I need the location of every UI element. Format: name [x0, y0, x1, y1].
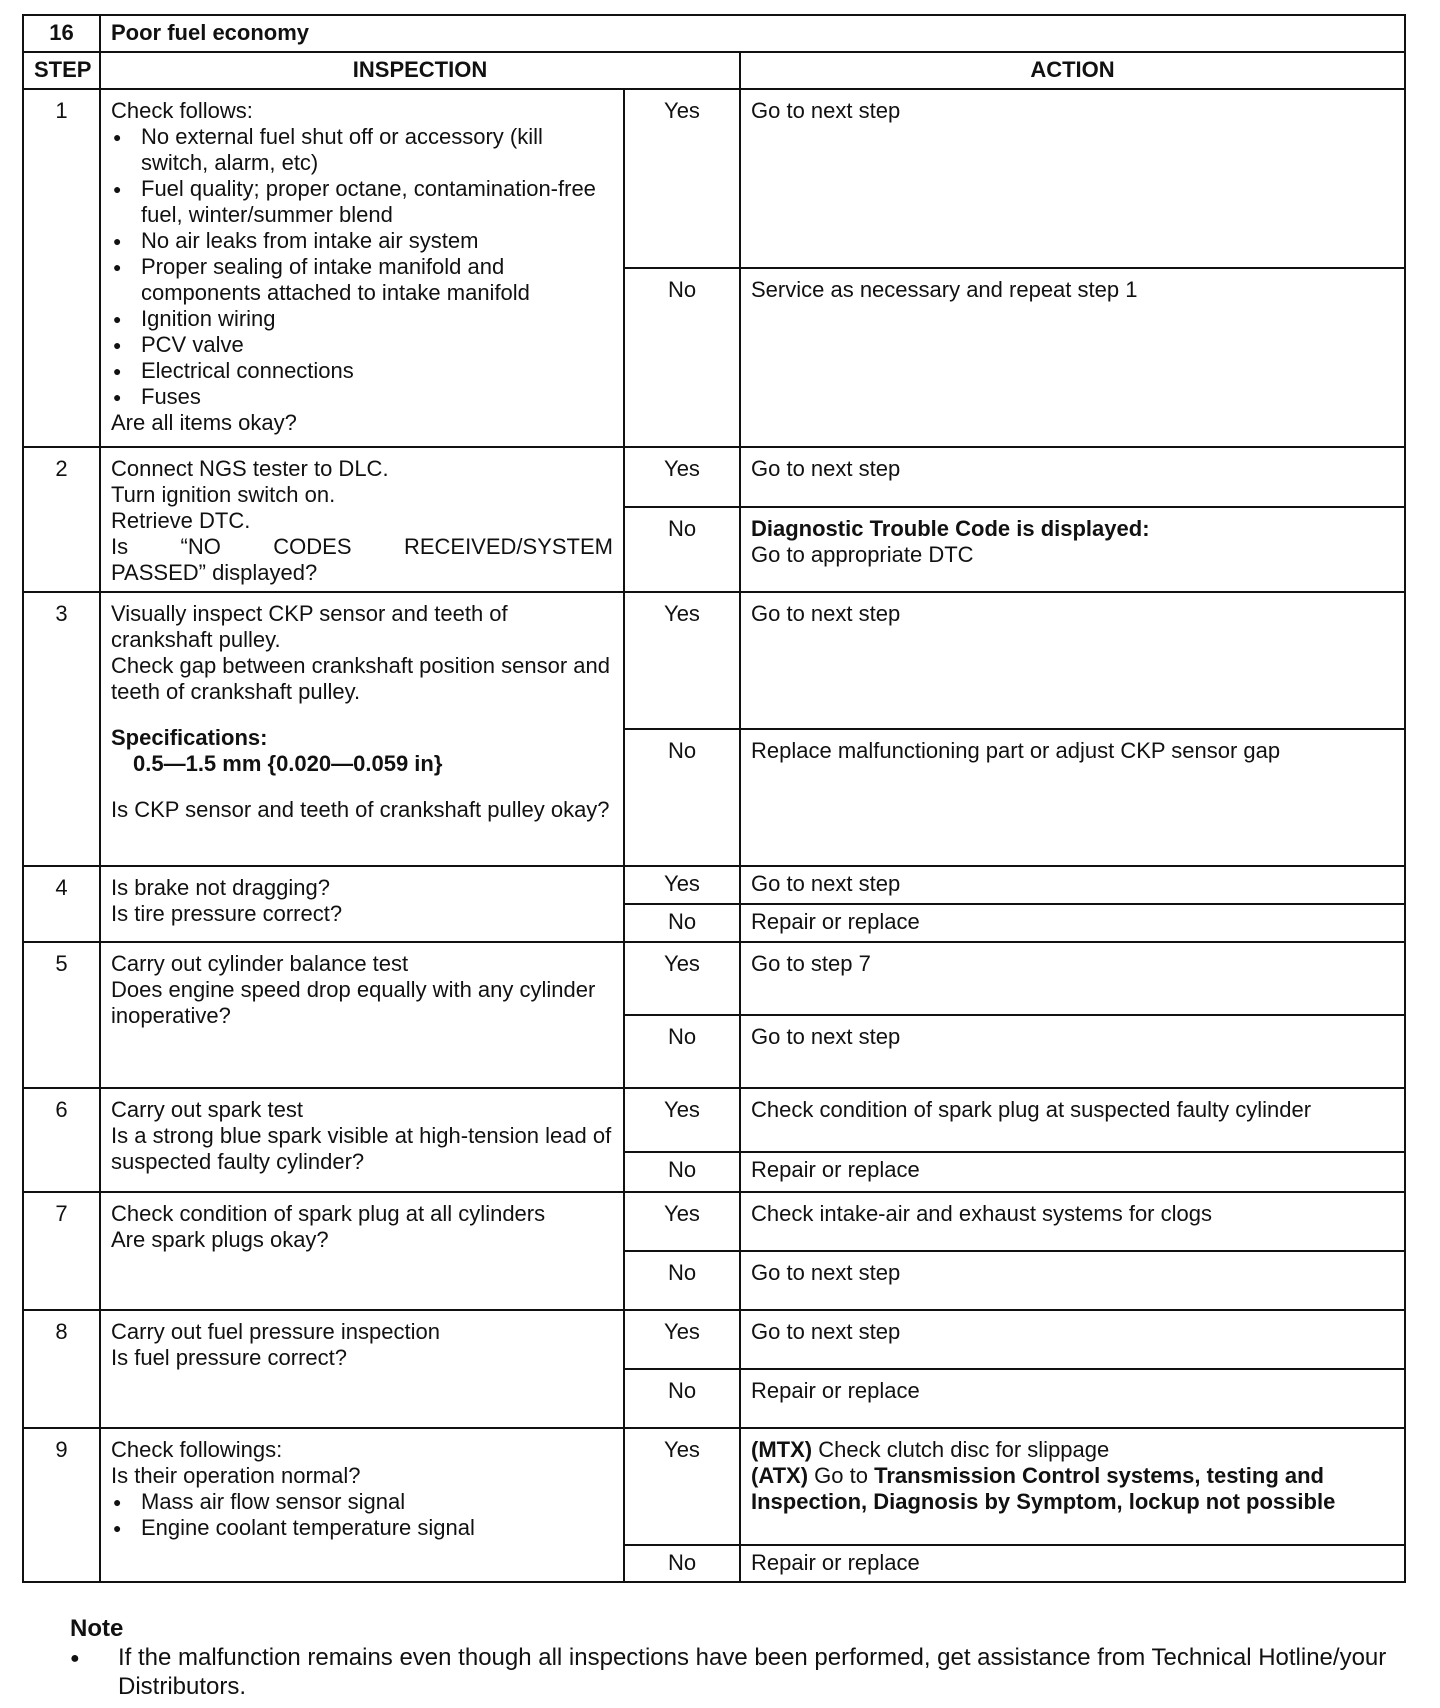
step-3-question: Is CKP sensor and teeth of crankshaft pulley okay?	[111, 797, 610, 822]
step-3-inspection	[100, 592, 624, 866]
step-9-line: Check followings:	[111, 1437, 283, 1462]
symptom-title: Poor fuel economy	[100, 15, 1405, 52]
step-8-line: Carry out fuel pressure inspection	[111, 1319, 440, 1344]
step-3-yes-action: Go to next step	[740, 592, 1405, 729]
column-header-row	[23, 52, 1405, 89]
step-2-inspection	[100, 447, 624, 592]
col-header-step: STEP	[23, 52, 100, 89]
step-6-no-action: Repair or replace	[740, 1152, 1405, 1192]
step-7-line: Are spark plugs okay?	[111, 1227, 329, 1252]
step-3-line: Check gap between crankshaft position sensor and teeth of crankshaft pulley.	[111, 653, 610, 704]
step-5-number: 5	[23, 942, 100, 1088]
step-6-yes-row	[23, 1088, 1405, 1152]
note-text: ● If the malfunction remains even though all inspections have been performed, get assistance from Technical Hotline/your Distributors.	[70, 1643, 1390, 1701]
step-4-line: Is tire pressure correct?	[111, 901, 343, 926]
step-1-question: Are all items okay?	[111, 410, 297, 435]
step-6-line: Carry out spark test	[111, 1097, 303, 1122]
step-7-yes-row	[23, 1192, 1405, 1251]
step-5-yes-label: Yes	[624, 942, 740, 1015]
step-8-line: Is fuel pressure correct?	[111, 1345, 347, 1370]
step-4-number: 4	[23, 866, 100, 942]
step-1-yes-label: Yes	[624, 89, 740, 268]
step-4-yes-label: Yes	[624, 866, 740, 904]
step-1-yes-action: Go to next step	[740, 89, 1405, 268]
step-1-number: 1	[23, 89, 100, 447]
step-4-yes-action: Go to next step	[740, 866, 1405, 904]
step-9-line: Is their operation normal?	[111, 1463, 361, 1488]
step-9-yes-row	[23, 1428, 1405, 1545]
step-3-yes-label: Yes	[624, 592, 740, 729]
atx-reference: Transmission Control systems, testing and Inspection, Diagnosis by Symptom, lockup not possible	[751, 1463, 1336, 1514]
step-2-yes-row	[23, 447, 1405, 507]
list-item: ● No air leaks from intake air system	[111, 228, 613, 254]
list-item: ● Engine coolant temperature signal	[111, 1515, 613, 1541]
step-9-no-label: No	[624, 1545, 740, 1582]
step-9-number: 9	[23, 1428, 100, 1582]
step-8-inspection	[100, 1310, 624, 1428]
step-8-number: 8	[23, 1310, 100, 1428]
step-3-line: Visually inspect CKP sensor and teeth of crankshaft pulley.	[111, 601, 508, 652]
step-3-number: 3	[23, 592, 100, 866]
title-row	[23, 15, 1405, 52]
step-1-no-action: Service as necessary and repeat step 1	[740, 268, 1405, 447]
step-2-no-label: No	[624, 507, 740, 592]
step-7-line: Check condition of spark plug at all cylinders	[111, 1201, 546, 1226]
step-6-inspection	[100, 1088, 624, 1192]
step-5-yes-action: Go to step 7	[740, 942, 1405, 1015]
list-item: ● No external fuel shut off or accessory (kill switch, alarm, etc)	[111, 124, 613, 176]
symptom-number: 16	[23, 15, 100, 52]
step-9-yes-label: Yes	[624, 1428, 740, 1545]
step-2-question-cont: PASSED” displayed?	[111, 560, 318, 585]
step-6-number: 6	[23, 1088, 100, 1192]
step-2-line: Connect NGS tester to DLC.	[111, 456, 389, 481]
step-5-line: Carry out cylinder balance test	[111, 951, 409, 976]
step-2-no-action-heading: Diagnostic Trouble Code is displayed:	[751, 516, 1150, 541]
step-9-no-action: Repair or replace	[740, 1545, 1405, 1582]
step-5-no-label: No	[624, 1015, 740, 1088]
step-4-inspection	[100, 866, 624, 942]
step-7-inspection	[100, 1192, 624, 1310]
list-item: ● Mass air flow sensor signal	[111, 1489, 613, 1515]
step-2-yes-label: Yes	[624, 447, 740, 507]
atx-label: (ATX)	[751, 1463, 809, 1488]
step-2-question: Is “NO CODES RECEIVED/SYSTEM	[111, 534, 613, 559]
step-2-line: Retrieve DTC.	[111, 508, 251, 533]
step-8-yes-action: Go to next step	[740, 1310, 1405, 1369]
step-8-no-action: Repair or replace	[740, 1369, 1405, 1428]
step-7-no-action: Go to next step	[740, 1251, 1405, 1310]
step-3-spec-label: Specifications:	[111, 725, 268, 750]
list-item: ● Fuel quality; proper octane, contamination-free fuel, winter/summer blend	[111, 176, 613, 228]
step-5-inspection	[100, 942, 624, 1088]
step-2-no-action-text: Go to appropriate DTC	[751, 542, 974, 567]
step-1-no-label: No	[624, 268, 740, 447]
diagnosis-table	[22, 14, 1406, 1583]
step-9-atx-action	[751, 1463, 1394, 1515]
step-4-no-action: Repair or replace	[740, 904, 1405, 942]
step-2-yes-action: Go to next step	[740, 447, 1405, 507]
step-9-mtx-action	[751, 1437, 1394, 1463]
mtx-text: Check clutch disc for slippage	[818, 1437, 1110, 1462]
list-item: ● PCV valve	[111, 332, 613, 358]
step-1-inspection	[100, 89, 624, 447]
step-4-no-label: No	[624, 904, 740, 942]
col-header-inspection: INSPECTION	[100, 52, 740, 89]
spacer	[111, 705, 613, 725]
list-item: ● Fuses	[111, 384, 613, 410]
step-3-no-action: Replace malfunctioning part or adjust CKP sensor gap	[740, 729, 1405, 866]
list-item: ● Ignition wiring	[111, 306, 613, 332]
step-4-line: Is brake not dragging?	[111, 875, 330, 900]
note-title: Note	[70, 1615, 124, 1642]
spacer	[111, 777, 613, 797]
step-6-no-label: No	[624, 1152, 740, 1192]
step-5-yes-row	[23, 942, 1405, 1015]
step-3-no-label: No	[624, 729, 740, 866]
step-3-spec-value: 0.5—1.5 mm {0.020—0.059 in}	[133, 751, 443, 776]
step-8-no-label: No	[624, 1369, 740, 1428]
step-7-number: 7	[23, 1192, 100, 1310]
step-1-lead: Check follows:	[111, 98, 253, 123]
col-header-action: ACTION	[740, 52, 1405, 89]
atx-pre-text: Go to	[814, 1463, 868, 1488]
step-9-yes-action	[740, 1428, 1405, 1545]
step-4-yes-row	[23, 866, 1405, 904]
step-1-yes-row	[23, 89, 1405, 268]
step-5-line: Does engine speed drop equally with any cylinder inoperative?	[111, 977, 596, 1028]
step-8-yes-row	[23, 1310, 1405, 1369]
step-1-check-list	[111, 124, 613, 410]
step-8-yes-label: Yes	[624, 1310, 740, 1369]
step-9-inspection	[100, 1428, 624, 1582]
list-item: ● Proper sealing of intake manifold and components attached to intake manifold	[111, 254, 613, 306]
step-6-line: Is a strong blue spark visible at high-tension lead of suspected faulty cylinder?	[111, 1123, 612, 1174]
step-2-no-action	[740, 507, 1405, 592]
step-7-yes-label: Yes	[624, 1192, 740, 1251]
step-6-yes-action: Check condition of spark plug at suspected faulty cylinder	[740, 1088, 1405, 1152]
step-3-yes-row	[23, 592, 1405, 729]
step-5-no-action: Go to next step	[740, 1015, 1405, 1088]
list-item: ● Electrical connections	[111, 358, 613, 384]
step-9-check-list	[111, 1489, 613, 1541]
step-7-yes-action: Check intake-air and exhaust systems for clogs	[740, 1192, 1405, 1251]
note-section	[70, 1614, 1390, 1701]
step-2-number: 2	[23, 447, 100, 592]
step-7-no-label: No	[624, 1251, 740, 1310]
step-2-line: Turn ignition switch on.	[111, 482, 336, 507]
mtx-label: (MTX)	[751, 1437, 813, 1462]
step-6-yes-label: Yes	[624, 1088, 740, 1152]
